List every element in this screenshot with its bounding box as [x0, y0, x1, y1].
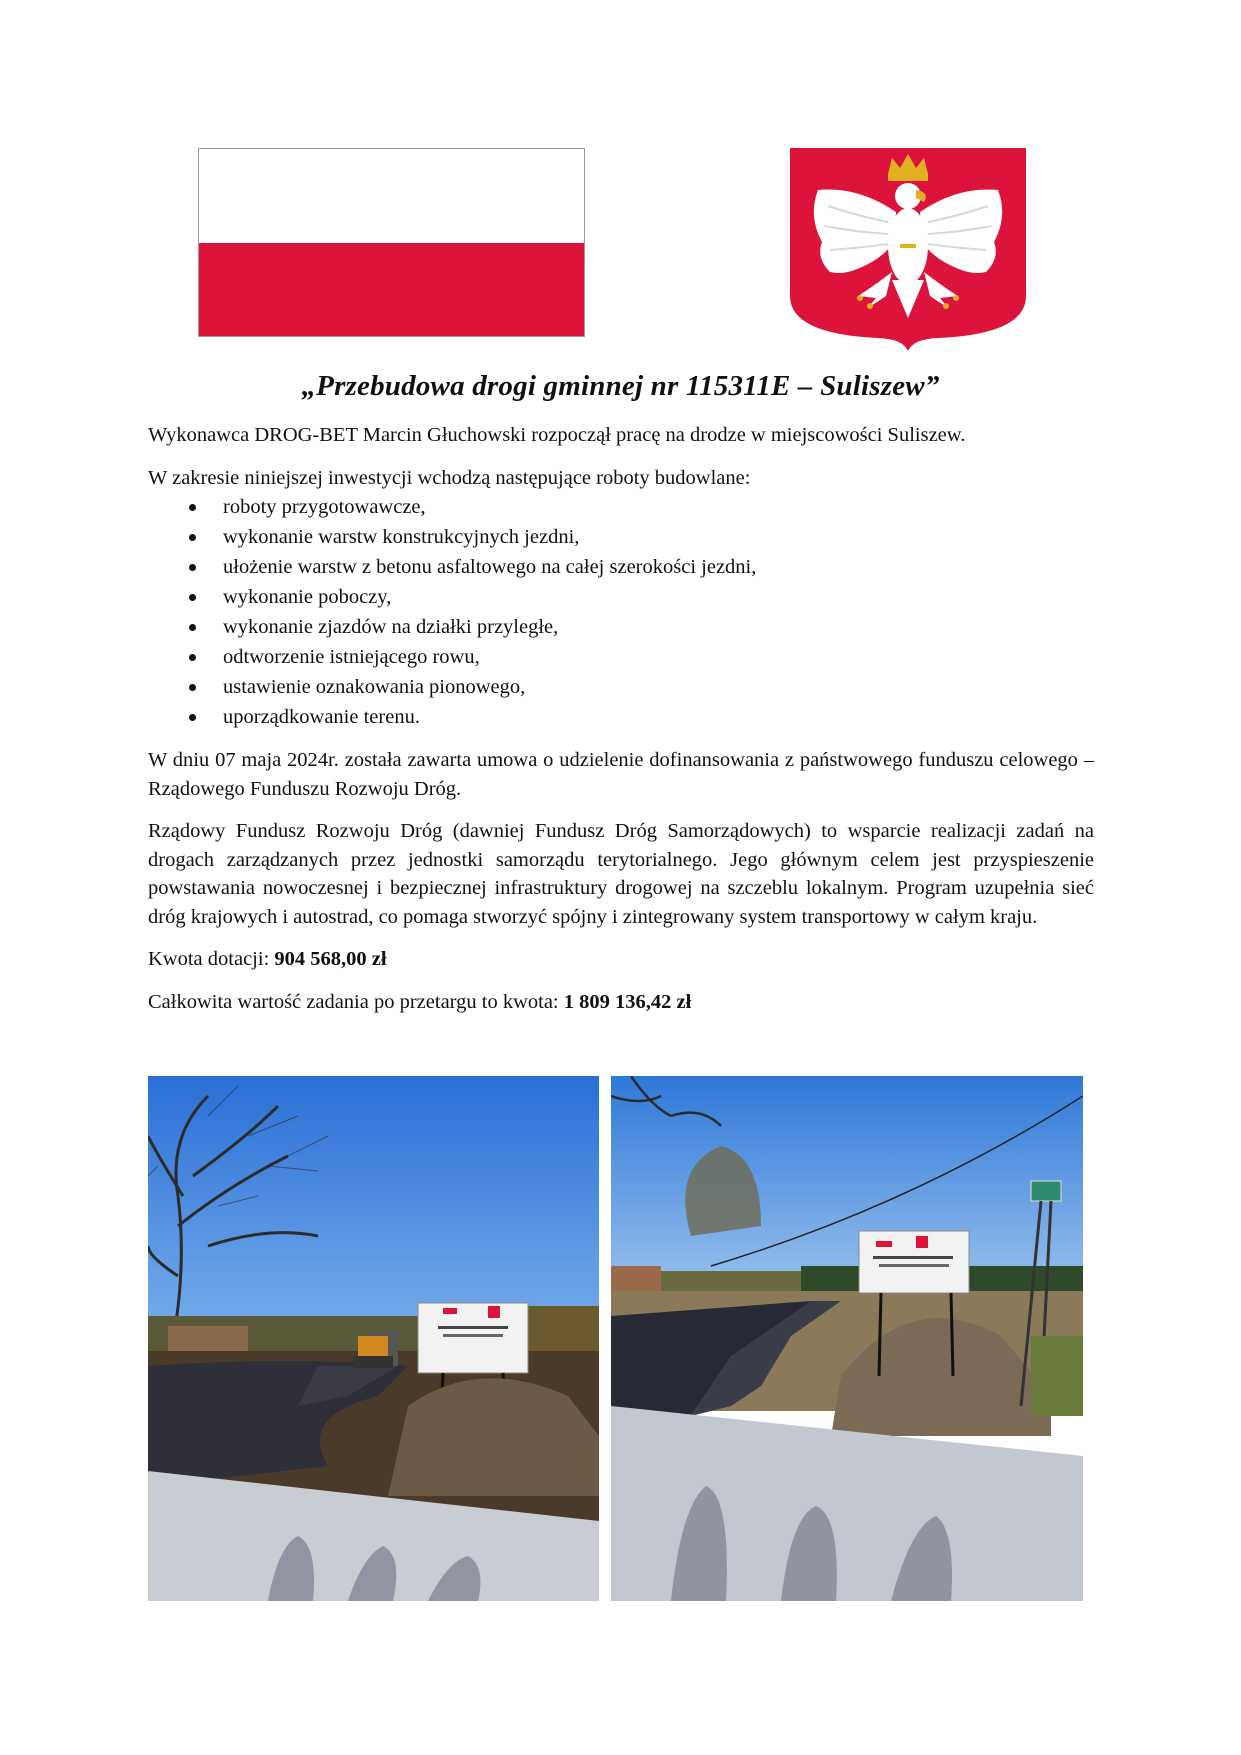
polish-flag [198, 148, 585, 337]
grant-amount-line [148, 945, 1094, 974]
scope-list [148, 492, 1094, 732]
total-value-line [148, 988, 1094, 1017]
agreement-paragraph: W dniu 07 maja 2024r. została zawarta umowa o udzielenie dofinansowania z państwowego funduszu celowego – Rządowego Funduszu Rozwoju Dróg. [148, 749, 1094, 800]
scope-heading: W zakresie niniejszej inwestycji wchodzą następujące roboty budowlane: [148, 466, 751, 489]
list-item: ułożenie warstw z betonu asfaltowego na całej szerokości jezdni, [148, 552, 1094, 582]
total-value-label: Całkowita wartość zadania po przetargu to kwota: [148, 990, 564, 1013]
flag-white-stripe [199, 149, 584, 243]
road-photo-1 [148, 1076, 599, 1601]
list-item: ustawienie oznakowania pionowego, [148, 672, 1094, 702]
document-body [148, 421, 1094, 1030]
polish-emblem-icon [788, 146, 1028, 351]
total-value-value: 1 809 136,42 zł [563, 990, 692, 1013]
list-item: wykonanie zjazdów na działki przyległe, [148, 612, 1094, 642]
grant-amount-value: 904 568,00 zł [274, 948, 387, 970]
list-item: roboty przygotowawcze, [148, 492, 1094, 522]
page-title: „Przebudowa drogi gminnej nr 115311E – Suliszew” [301, 370, 940, 402]
flag-red-stripe [199, 243, 584, 337]
list-item: wykonanie poboczy, [148, 582, 1094, 612]
grant-amount-label: Kwota dotacji: [148, 948, 275, 970]
list-item: odtworzenie istniejącego rowu, [148, 642, 1094, 672]
intro-paragraph: Wykonawca DROG-BET Marcin Głuchowski rozpoczął pracę na drodze w miejscowości Suliszew. [148, 424, 966, 446]
fund-description-paragraph: Rządowy Fundusz Rozwoju Dróg (dawniej Fundusz Dróg Samorządowych) to wsparcie realizacji zadań na drogach zarządzanych przez jednostki samorządu terytorialnego. Jego głównym celem jest przyspieszenie powstawania nowoczesnej i bezpiecznej infrastruktury drogowej na szczeblu lokalnym. Program uzupełnia sieć dróg krajowych i autostrad, co pomaga stworzyć spójny i zintegrowany system transportowy w całym kraju. [148, 820, 1094, 928]
list-item: wykonanie warstw konstrukcyjnych jezdni, [148, 522, 1094, 552]
road-photo-2 [611, 1076, 1083, 1601]
list-item: uporządkowanie terenu. [148, 702, 1094, 732]
